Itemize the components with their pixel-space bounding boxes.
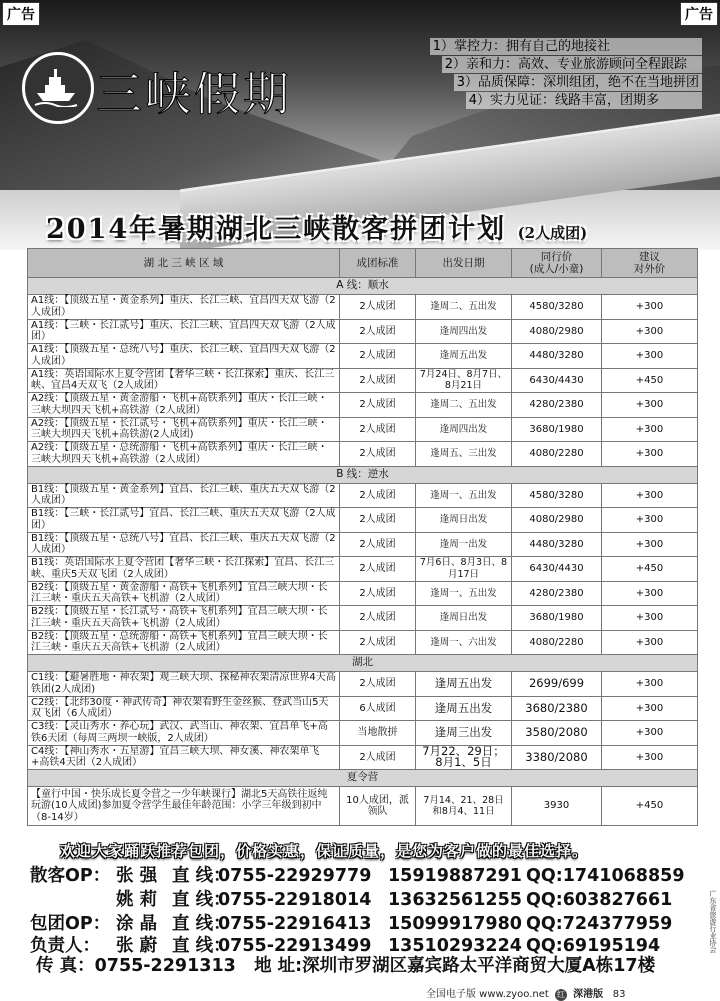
contact-label: 直 线：: [172, 914, 231, 934]
cell-date: 逢周二、五出发: [416, 295, 512, 320]
contact-tel: 0755-22918014: [218, 890, 372, 910]
contact-qq: QQ:724377959: [526, 914, 673, 934]
contact-mobile: 15099917980: [388, 914, 522, 934]
fax: 传 真：0755-2291313: [36, 956, 236, 976]
cell-price: 4080/2980: [512, 508, 602, 533]
side-print-text: 广东省旅游行业协会: [709, 890, 717, 953]
cell-extra: +300: [602, 508, 698, 533]
schedule-table: [27, 248, 698, 826]
cell-date: 逢周三出发: [416, 721, 512, 746]
brand-name: 三峡假期: [96, 67, 292, 121]
cell-extra: +300: [602, 721, 698, 746]
title-suffix: (2人成团): [517, 224, 588, 242]
cell-price: 3930: [512, 787, 602, 826]
header-extra: [602, 249, 698, 278]
section-row: [28, 770, 698, 787]
cell-extra: +300: [602, 606, 698, 631]
cell-date: 7月24日、8月7日、8月21日: [416, 368, 512, 393]
cell-route: A1线：【顶级五星・黄金系列】重庆、长江三峡、宜昌四天双飞游（2人成团）: [28, 295, 340, 320]
cell-route: B1线：【顶级五星・总统八号】宜昌、长江三峡、重庆五天双飞游（2人成团）: [28, 532, 340, 557]
table-row: [28, 344, 698, 369]
cell-route: 【童行中国・快乐成长夏令营之一少年峡课行】湖北5天高铁往返纯玩游(10人成团)参加夏令营学生最佳年龄范围：小学三年级到初中（8-14岁）: [28, 787, 340, 826]
contact-label: 直 线：: [172, 890, 231, 910]
cell-route: C4线：【神山秀水・五星游】宜昌三峡大坝、神女溪、神农架单飞+高铁4天团（2人成团）: [28, 745, 340, 770]
cell-group: 2人成团: [340, 508, 416, 533]
contact-role: 负责人：: [30, 936, 100, 956]
cell-extra: +300: [602, 696, 698, 721]
cell-route: B1线：【顶级五星・黄金系列】宜昌、长江三峡、重庆五天双飞游（2人成团）: [28, 483, 340, 508]
cell-route: C2线：【北纬30度・神武传奇】神农架看野生金丝猴、登武当山5天双飞团（6人成团）: [28, 696, 340, 721]
ad-tag-right: 广告: [680, 2, 718, 26]
cell-extra: +450: [602, 557, 698, 582]
cell-price: 4280/2380: [512, 581, 602, 606]
table-row: [28, 532, 698, 557]
cell-group: 2人成团: [340, 745, 416, 770]
contact-name: 张 蔚: [116, 936, 158, 956]
cell-extra: +300: [602, 319, 698, 344]
table-row: [28, 787, 698, 826]
cell-extra: +450: [602, 787, 698, 826]
fax-address-line: [36, 952, 655, 977]
feature-item: 1）掌控力：拥有自己的地接社: [430, 38, 702, 55]
contact-tel: 0755-22929779: [218, 866, 372, 886]
section-title: B 线：逆水: [28, 466, 698, 483]
contact-qq: QQ:69195194: [526, 936, 661, 956]
cell-price: 4080/2280: [512, 630, 602, 655]
cell-route: B2线：【顶级五星・黄金游船・高铁+飞机系列】宜昌三峡大坝・长江三峡・重庆五天高铁+飞机游（2人成团）: [28, 581, 340, 606]
cell-extra: +300: [602, 581, 698, 606]
cell-route: A1线：英语国际水上夏令营团【奢华三峡・长江探索】重庆、长江三峡、宜昌4天双飞（2人成团）: [28, 368, 340, 393]
cell-route: A2线：【顶级五星・黄金游船・飞机+高铁系列】重庆・长江三峡・三峡大坝四天飞机+高铁游（2人成团）: [28, 393, 340, 418]
footer-edition: 全国电子版 www.zyoo.net: [426, 989, 549, 1000]
section-row: [28, 655, 698, 672]
ship-logo-icon: [22, 52, 94, 124]
cell-extra: +300: [602, 417, 698, 442]
cell-group: 2人成团: [340, 483, 416, 508]
cell-date: 逢周五出发: [416, 696, 512, 721]
table-header-row: [28, 249, 698, 278]
header-extra-text: 建议 对外价: [633, 251, 666, 275]
section-row: [28, 466, 698, 483]
contact-line: [30, 886, 672, 911]
cell-extra: +300: [602, 532, 698, 557]
cell-group: 2人成团: [340, 393, 416, 418]
section-title: 湖北: [28, 655, 698, 672]
cell-extra: +300: [602, 745, 698, 770]
address: 地 址:深圳市罗湖区嘉宾路太平洋商贸大厦A栋17楼: [254, 956, 656, 976]
header-date: 出发日期: [416, 249, 512, 278]
cell-group: 2人成团: [340, 319, 416, 344]
contact-qq: QQ:603827661: [526, 890, 673, 910]
cell-route: C1线：【避暑胜地・神农架】观三峡大坝、探秘神农架清凉世界4天高铁团(2人成团): [28, 672, 340, 697]
contact-mobile: 15919887291: [388, 866, 522, 886]
cell-price: 4480/3280: [512, 344, 602, 369]
cell-group: 2人成团: [340, 295, 416, 320]
table-row: [28, 417, 698, 442]
cell-extra: +300: [602, 630, 698, 655]
header-price-text: 同行价 (成人/小童): [529, 251, 584, 275]
table-row: [28, 696, 698, 721]
cell-group: 2人成团: [340, 606, 416, 631]
table-row: [28, 557, 698, 582]
title-text: 2014年暑期湖北三峡散客拼团计划: [46, 214, 507, 245]
cell-price: 3680/1980: [512, 606, 602, 631]
table-row: [28, 745, 698, 770]
slogan: 欢迎大家踊跃推荐包团，价格实惠，保证质量，是您为客户做的最佳选择。: [60, 842, 589, 860]
table-row: [28, 721, 698, 746]
cell-date: 逢周二、五出发: [416, 393, 512, 418]
cell-group: 2人成团: [340, 672, 416, 697]
contact-role: 散客OP：: [30, 866, 111, 886]
cell-route: B1线：英语国际水上夏令营团【奢华三峡・长江探索】宜昌、长江三峡、重庆5天双飞团（2人成团）: [28, 557, 340, 582]
cell-extra: +300: [602, 483, 698, 508]
cell-extra: +300: [602, 344, 698, 369]
contact-line: [30, 862, 685, 887]
cell-route: A2线：【顶级五星・长江贰号・飞机+高铁系列】重庆・长江三峡・三峡大坝四天飞机+高铁游(2人成团): [28, 417, 340, 442]
cell-extra: +300: [602, 295, 698, 320]
cell-group: 2人成团: [340, 557, 416, 582]
header-route: 湖 北 三 峡 区 域: [28, 249, 340, 278]
cell-group: 10人成团，派领队: [340, 787, 416, 826]
cell-group: 当地散拼: [340, 721, 416, 746]
cell-group: 2人成团: [340, 368, 416, 393]
cell-date: 7月22、29日；8月1、5日: [416, 745, 512, 770]
cell-price: 3680/1980: [512, 417, 602, 442]
contact-name: 张 强: [116, 866, 158, 886]
table-row: [28, 393, 698, 418]
cell-date: 逢周一、六出发: [416, 630, 512, 655]
cell-price: 4080/2280: [512, 442, 602, 467]
page-title: [46, 207, 587, 246]
cell-group: 2人成团: [340, 417, 416, 442]
cell-group: 2人成团: [340, 344, 416, 369]
cell-price: 2699/699: [512, 672, 602, 697]
cell-route: C3线：【灵山秀水・养心玩】武汉、武当山、神农架、宜昌单飞+高铁6天团（每周三两坝一峡版，2人成团）: [28, 721, 340, 746]
page-footer: [426, 985, 625, 1001]
cell-extra: +450: [602, 368, 698, 393]
footer-region: 深港版: [573, 989, 604, 1000]
contact-label: 直 线：: [172, 866, 231, 886]
contact-mobile: 13510293224: [388, 936, 522, 956]
cell-date: 逢周日出发: [416, 606, 512, 631]
cell-route: B2线：【顶级五星・总统游船・高铁+飞机系列】宜昌三峡大坝・长江三峡・重庆五天高铁+飞机游（2人成团）: [28, 630, 340, 655]
contact-mobile: 13632561255: [388, 890, 522, 910]
contact-qq: QQ:1741068859: [526, 866, 685, 886]
cell-date: 逢周五出发: [416, 672, 512, 697]
cell-date: 逢周一出发: [416, 532, 512, 557]
cell-date: 逢周四出发: [416, 417, 512, 442]
cell-price: 4280/2380: [512, 393, 602, 418]
contact-tel: 0755-22916413: [218, 914, 372, 934]
cell-group: 2人成团: [340, 630, 416, 655]
cell-date: 逢周日出发: [416, 508, 512, 533]
feature-item: 3）品质保障：深圳组团，绝不在当地拼团: [454, 74, 702, 91]
footer-badge-icon: 红: [556, 990, 565, 999]
table-row: [28, 483, 698, 508]
contact-label: 直 线：: [172, 936, 231, 956]
cell-price: 4580/3280: [512, 295, 602, 320]
cell-price: 3580/2080: [512, 721, 602, 746]
cell-price: 6430/4430: [512, 368, 602, 393]
cell-price: 3380/2080: [512, 745, 602, 770]
cell-price: 4480/3280: [512, 532, 602, 557]
section-row: [28, 278, 698, 295]
cell-route: B2线：【顶级五星・长江贰号・高铁+飞机系列】宜昌三峡大坝・长江三峡・重庆五天高铁+飞机游（2人成团）: [28, 606, 340, 631]
table-row: [28, 606, 698, 631]
table-row: [28, 672, 698, 697]
section-title: A 线：顺水: [28, 278, 698, 295]
feature-list: [430, 38, 702, 110]
cell-route: B1线：【三峡・长江贰号】宜昌、长江三峡、重庆五天双飞游（2人成团）: [28, 508, 340, 533]
table-row: [28, 581, 698, 606]
cell-date: 逢周五出发: [416, 344, 512, 369]
cell-group: 2人成团: [340, 442, 416, 467]
table-row: [28, 368, 698, 393]
contact-role: 包团OP：: [30, 914, 111, 934]
cell-date: 逢周一、五出发: [416, 483, 512, 508]
section-title: 夏令营: [28, 770, 698, 787]
table-row: [28, 295, 698, 320]
cell-group: 2人成团: [340, 581, 416, 606]
feature-item: 4）实力见证：线路丰富，团期多: [466, 92, 702, 109]
cell-date: 逢周四出发: [416, 319, 512, 344]
cell-price: 4580/3280: [512, 483, 602, 508]
cell-date: 7月14、21、28日和8月4、11日: [416, 787, 512, 826]
cell-extra: +300: [602, 393, 698, 418]
header-group: 成团标准: [340, 249, 416, 278]
cell-extra: +300: [602, 442, 698, 467]
contact-tel: 0755-22913499: [218, 936, 372, 956]
cell-date: 7月6日、8月3日、8月17日: [416, 557, 512, 582]
feature-item: 2）亲和力：高效、专业旅游顾问全程跟踪: [442, 56, 702, 73]
cell-date: 逢周五、三出发: [416, 442, 512, 467]
cell-route: A1线：【顶级五星・总统八号】重庆、长江三峡、宜昌四天双飞游（2人成团）: [28, 344, 340, 369]
cell-extra: +300: [602, 672, 698, 697]
header-price: [512, 249, 602, 278]
table-row: [28, 508, 698, 533]
contact-name: 姚 莉: [116, 890, 158, 910]
cell-price: 4080/2980: [512, 319, 602, 344]
table-row: [28, 442, 698, 467]
ad-tag-left: 广告: [2, 2, 40, 26]
cell-price: 6430/4430: [512, 557, 602, 582]
footer-page-number: 83: [612, 989, 626, 1000]
cell-price: 3680/2380: [512, 696, 602, 721]
contact-name: 涂 晶: [116, 914, 158, 934]
table-row: [28, 319, 698, 344]
cell-group: 2人成团: [340, 532, 416, 557]
cell-group: 6人成团: [340, 696, 416, 721]
cell-route: A2线：【顶级五星・总统游船・飞机+高铁系列】重庆・长江三峡・三峡大坝四天飞机+高铁游（2人成团）: [28, 442, 340, 467]
cell-date: 逢周一、五出发: [416, 581, 512, 606]
table-row: [28, 630, 698, 655]
cell-route: A1线：【三峡・长江贰号】重庆、长江三峡、宜昌四天双飞游（2人成团）: [28, 319, 340, 344]
